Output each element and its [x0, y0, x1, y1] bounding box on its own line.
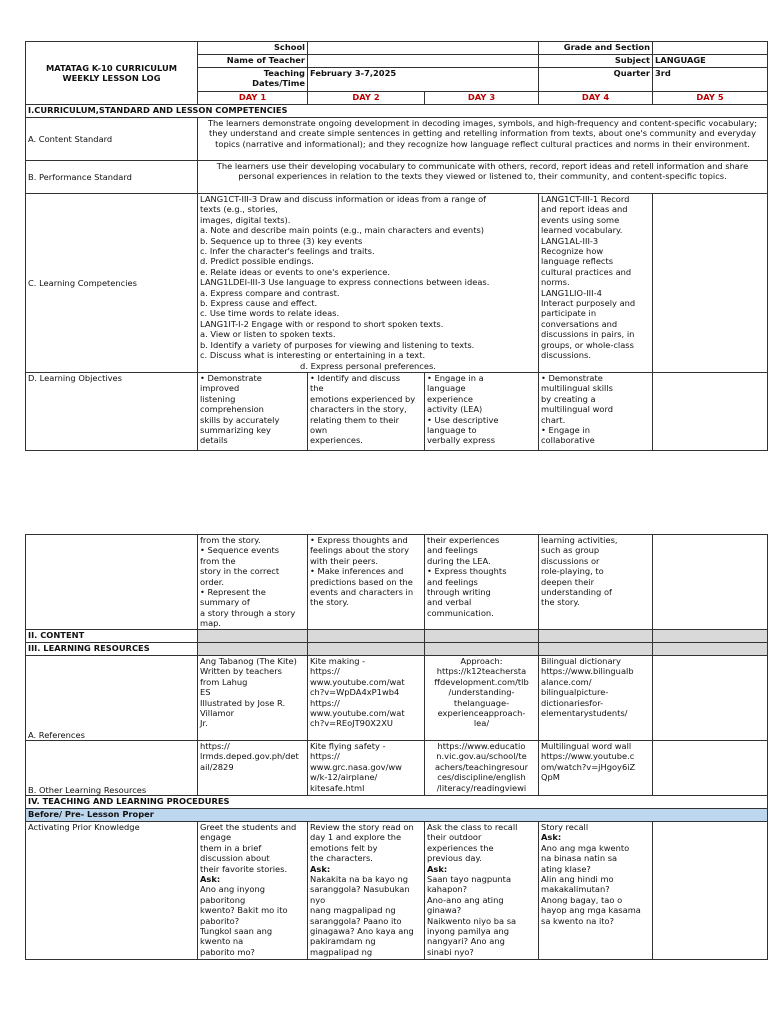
objectives-label: D. Learning Objectives	[26, 373, 198, 451]
dates-field[interactable]: February 3-7,2025	[308, 68, 539, 92]
content-standard-text: The learners demonstrate ongoing development in decoding images, symbols, and high-frequency and content-specific vocabulary; they understand and create simple sentences in getting and retelling information from texts, about one's community and everyday topics (narrative and informational); and they recognize how language reflect cultural practices and norms in their environment.	[198, 118, 768, 161]
references-label: A. References	[26, 656, 198, 741]
resources-day2	[308, 643, 425, 656]
other-resources-label: B. Other Learning Resources	[26, 741, 198, 796]
objectives-cont-day1: from the story. • Sequence events from the story in the correct order. • Represent the summary of a story through a story map.	[198, 535, 308, 630]
content-day1	[198, 630, 308, 643]
activating-day1-intro: Greet the students and engage them in a brief discussion about their favorite stories.	[200, 822, 297, 874]
objectives-cont-day4: learning activities, such as group discussions or role-playing, to deepen their understanding of the story.	[539, 535, 653, 630]
activating-day3	[425, 822, 539, 960]
objectives-cont-label	[26, 535, 198, 630]
activating-day5	[653, 822, 768, 960]
lesson-log-table-page1	[25, 41, 768, 451]
section-resources: III. LEARNING RESOURCES	[26, 643, 198, 656]
log-title: MATATAG K-10 CURRICULUM WEEKLY LESSON LOG	[26, 42, 198, 105]
school-field[interactable]	[308, 42, 539, 55]
day-5-header: DAY 5	[653, 92, 768, 105]
competencies-last: d. Express personal preferences.	[300, 360, 436, 371]
activating-day1-ask: Ask:	[200, 874, 221, 885]
section-procedures: IV. TEACHING AND LEARNING PROCEDURES	[26, 796, 768, 809]
objectives-day4: • Demonstrate multilingual skills by creating a multilingual word chart. • Engage in collaborative	[539, 373, 653, 451]
activating-label: Activating Prior Knowledge	[26, 822, 198, 960]
objectives-cont-day5	[653, 535, 768, 630]
activating-day2	[308, 822, 425, 960]
other-resources-day1: https:// lrmds.deped.gov.ph/det ail/2829	[198, 741, 308, 796]
section-before-lesson: Before/ Pre- Lesson Proper	[26, 809, 768, 822]
objectives-day3: • Engage in a language experience activity (LEA) • Use descriptive language to verbally express	[425, 373, 539, 451]
resources-day4	[539, 643, 653, 656]
activating-day4-ask: Ask:	[541, 832, 562, 843]
references-day3: Approach: https://k12teachersta ffdevelopment.com/tlb /understanding- thelanguage- experienceapproach- lea/	[425, 656, 539, 741]
teacher-field[interactable]	[308, 55, 539, 68]
other-resources-day5	[653, 741, 768, 796]
objectives-cont-day2: • Express thoughts and feelings about the story with their peers. • Make inferences and predictions based on the events and characters in the story.	[308, 535, 425, 630]
quarter-label: Quarter	[539, 68, 653, 92]
section-curriculum: I.CURRICULUM,STANDARD AND LESSON COMPETENCIES	[26, 105, 768, 118]
competencies-label: C. Learning Competencies	[26, 194, 198, 373]
day-4-header: DAY 4	[539, 92, 653, 105]
other-resources-day4: Multilingual word wall https://www.youtube.c om/watch?v=jHgoy6iZ QpM	[539, 741, 653, 796]
activating-day3-intro: Ask the class to recall their outdoor experiences the previous day.	[427, 822, 518, 864]
performance-standard-label: B. Performance Standard	[26, 161, 198, 194]
section-content: II. CONTENT	[26, 630, 198, 643]
activating-day3-body: Saan tayo nagpunta kahapon? Ano-ano ang ating ginawa? Naikwento niyo ba sa inyong pamilya ang nangyari? Ano ang sinabi nyo?	[427, 874, 517, 957]
content-day3	[425, 630, 539, 643]
content-day4	[539, 630, 653, 643]
activating-day4-intro: Story recall	[541, 822, 589, 832]
other-resources-day3: https://www.educatio n.vic.gov.au/school/te achers/teachingresour ces/discipline/english /literacy/readingviewi	[425, 741, 539, 796]
performance-standard-text: The learners use their developing vocabulary to communicate with others, record, report ideas and retell information and share personal experiences in relation to the texts they viewed or listened to, their community, and content-specific topics.	[198, 161, 768, 194]
dates-label: Teaching Dates/Time	[198, 68, 308, 92]
objectives-day1: • Demonstrate improved listening comprehension skills by accurately summarizing key details	[198, 373, 308, 451]
activating-day2-ask: Ask:	[310, 863, 331, 874]
references-day2: Kite making - https:// www.youtube.com/wat ch?v=WpDA4xP1wb4 https:// www.youtube.com/wat ch?v=REoJT90X2XU	[308, 656, 425, 741]
teacher-label: Name of Teacher	[198, 55, 308, 68]
objectives-cont-day3: their experiences and feelings during the LEA. • Express thoughts and feelings through writing and verbal communication.	[425, 535, 539, 630]
content-standard-label: A. Content Standard	[26, 118, 198, 161]
grade-label: Grade and Section	[539, 42, 653, 55]
activating-day4	[539, 822, 653, 960]
quarter-field[interactable]: 3rd	[653, 68, 768, 92]
references-day4: Bilingual dictionary https://www.bilingualb alance.com/ bilingualpicture- dictionariesfor- elementarystudents/	[539, 656, 653, 741]
other-resources-day2: Kite flying safety - https:// www.grc.nasa.gov/ww w/k-12/airplane/ kitesafe.html	[308, 741, 425, 796]
resources-day3	[425, 643, 539, 656]
references-day1: Ang Tabanog (The Kite) Written by teachers from Lahug ES Illustrated by Jose R. Villamor Jr.	[198, 656, 308, 741]
activating-day2-body: Nakakita na ba kayo ng saranggola? Nasubukan nyo nang magpalipad ng saranggola? Paano ito ginagawa? Ano kaya ang pakiramdam ng magpalipad ng	[310, 874, 414, 957]
activating-day4-body: Ano ang mga kwento na binasa natin sa ating klase? Alin ang hindi mo makakalimutan? Anong bagay, tao o hayop ang mga kasama sa kwento na ito?	[541, 842, 641, 926]
day-1-header: DAY 1	[198, 92, 308, 105]
competencies-main: LANG1CT-III-3 Draw and discuss information or ideas from a range of texts (e.g., stories, images, digital texts). a. Note and describe main points (e.g., main characters and events) b. Sequence up to three (3) key events c. Infer the character's feelings and traits. d. Predict possible endings. e. Relate ideas or events to one's experience. LANG1LDEI-III-3 Use language to express connections between ideas. a. Express compare and contrast. b. Express cause and effect. c. Use time words to relate ideas. LANG1IT-I-2 Engage with or respond to short spoken texts. a. View or listen to spoken texts. b. Identify a variety of purposes for viewing and listening to texts. c. Discuss what is interesting or entertaining in a text.	[200, 194, 490, 361]
school-label: School	[198, 42, 308, 55]
competencies-day5	[653, 194, 768, 373]
subject-field[interactable]: LANGUAGE	[653, 55, 768, 68]
activating-day1-body: Ano ang inyong paboritong kwento? Bakit mo ito paborito? Tungkol saan ang kwento na paborito mo?	[200, 884, 288, 957]
activating-day1	[198, 822, 308, 960]
day-3-header: DAY 3	[425, 92, 539, 105]
objectives-day2: • Identify and discuss the emotions experienced by characters in the story, relating them to their own experiences.	[308, 373, 425, 451]
lesson-log-table-page2	[25, 534, 768, 960]
subject-label: Subject	[539, 55, 653, 68]
objectives-day5	[653, 373, 768, 451]
grade-field[interactable]	[653, 42, 768, 55]
competencies-text	[198, 194, 539, 373]
day-2-header: DAY 2	[308, 92, 425, 105]
resources-day1	[198, 643, 308, 656]
references-day5	[653, 656, 768, 741]
activating-day2-intro: Review the story read on day 1 and explore the emotions felt by the characters.	[310, 822, 414, 864]
resources-day5	[653, 643, 768, 656]
activating-day3-ask: Ask:	[427, 863, 448, 874]
content-day5	[653, 630, 768, 643]
competencies-day4: LANG1CT-III-1 Record and report ideas and events using some learned vocabulary. LANG1AL-III-3 Recognize how language reflects cultural practices and norms. LANG1LIO-III-4 Interact purposely and participate in conversations and discussions in pairs, in groups, or whole-class discussions.	[539, 194, 653, 373]
content-day2	[308, 630, 425, 643]
